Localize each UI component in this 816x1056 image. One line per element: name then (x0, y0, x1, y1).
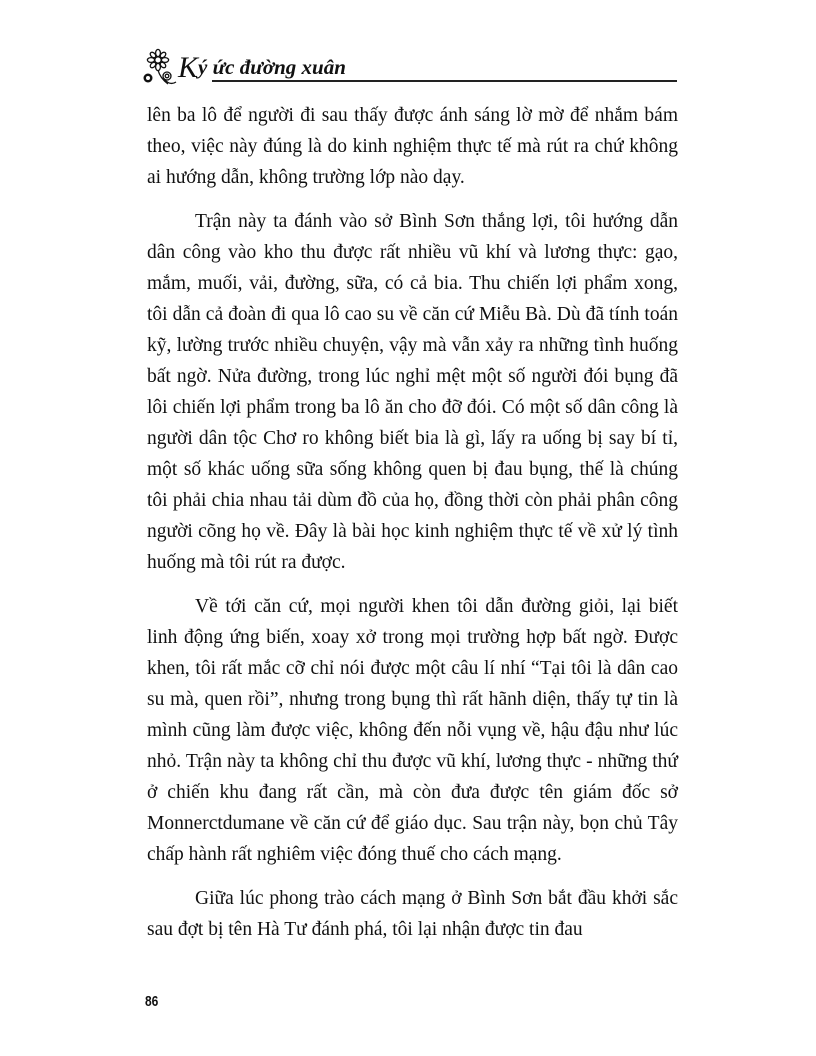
paragraph: Về tới căn cứ, mọi người khen tôi dẫn đường giỏi, lại biết linh động ứng biến, xoay xở trong mọi trường hợp bất ngờ. Được khen, tôi rất mắc cỡ chỉ nói được một câu lí nhí “Tại tôi là dân cao su mà, quen rồi”, nhưng trong bụng thì rất hãnh diện, thấy tự tin là mình cũng làm được việc, không đến nỗi vụng về, hậu đậu như lúc nhỏ. Trận này ta không chỉ thu được vũ khí, lương thực - những thứ ở chiến khu đang rất cần, mà còn đưa được tên giám đốc sở Monnerctdumane về căn cứ để giáo dục. Sau trận này, bọn chủ Tây chấp hành rất nghiêm việc đóng thuế cho cách mạng. (147, 596, 678, 865)
paragraph: lên ba lô để người đi sau thấy được ánh sáng lờ mờ để nhắm bám theo, việc này đúng là do kinh nghiệm thực tế mà rút ra chứ không ai hướng dẫn, không trường lớp nào dạy. (147, 105, 678, 188)
running-header (142, 48, 677, 88)
paragraph: Giữa lúc phong trào cách mạng ở Bình Sơn bắt đầu khởi sắc sau đợt bị tên Hà Tư đánh phá, tôi lại nhận được tin đau (147, 888, 678, 940)
flower-ornament-icon (142, 48, 182, 88)
header-rule (212, 80, 677, 82)
title-initial: K (178, 51, 199, 84)
page-number: 86 (145, 993, 159, 1010)
paragraph: Trận này ta đánh vào sở Bình Sơn thắng lợi, tôi hướng dẫn dân công vào kho thu được rất nhiều vũ khí và lương thực: gạo, mắm, muối, vải, đường, sữa, có cả bia. Thu chiến lợi phẩm xong, tôi dẫn cả đoàn đi qua lô cao su về căn cứ Miễu Bà. Dù đã tính toán kỹ, lường trước nhiều chuyện, vậy mà vẫn xảy ra những tình huống bất ngờ. Nửa đường, trong lúc nghỉ mệt một số người đói bụng đã lôi chiến lợi phẩm trong ba lô ăn cho đỡ đói. Có một số dân công là người dân tộc Chơ ro không biết bia là gì, lấy ra uống bị say bí tỉ, một số khác uống sữa sống không quen bị đau bụng, thế là chúng tôi phải chia nhau tải dùm đồ của họ, đồng thời còn phải phân công người cõng họ về. Đây là bài học kinh nghiệm thực tế về xử lý tình huống mà tôi rút ra được. (147, 211, 678, 573)
title-rest: ý ức đường xuân (198, 55, 346, 79)
running-header-title (178, 52, 346, 83)
page-body (147, 100, 678, 958)
